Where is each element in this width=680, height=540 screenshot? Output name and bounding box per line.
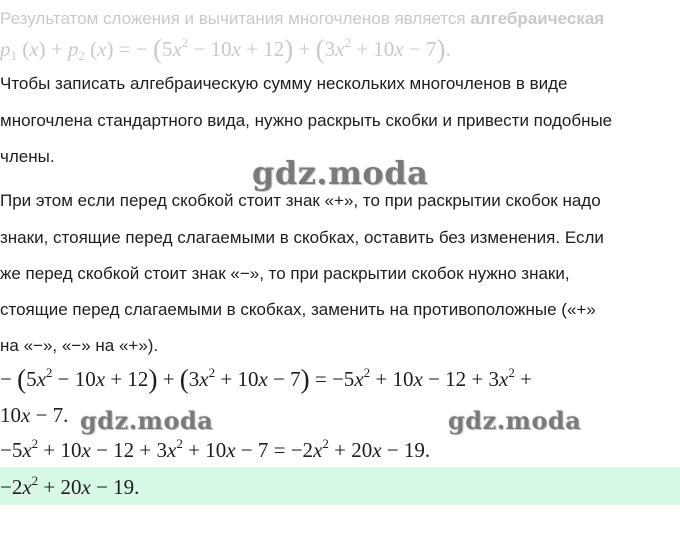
intro-line <box>0 8 604 30</box>
para2-line4: стоящие перед слагаемыми в скобках, заменить на противоположные («+» <box>0 300 596 319</box>
para1-line3: члены. <box>0 147 55 166</box>
watermark: gdz.moda <box>448 406 582 435</box>
para2-line3: же перед скобкой стоит знак «−», то при раскрытии скобок нужно знаки, <box>0 264 570 283</box>
formula-definition: $p_1$ $(x) + p_2$ (x) = − $(5x^2 - 10x + 12) + (3x^2 + 10x - 7)$. <box>0 34 451 64</box>
para1-line1: Чтобы записать алгебраическую сумму нескольких многочленов в виде <box>0 74 568 93</box>
para2-line2: знаки, стоящие перед слагаемыми в скобках, оставить без изменения. Если <box>0 228 604 247</box>
answer-formula: $-2x^2 + 20x - 19$. <box>0 473 140 499</box>
formula-expand-line1: − $(5x^2 - 10x + 12) + (3x^2 + 10x - 7) = -5x^2 + 10x - 12 + 3x^2$ + <box>0 364 532 394</box>
intro-text: Результатом сложения и вычитания многочленов является <box>0 9 471 28</box>
watermark: gdz.moda <box>252 154 429 192</box>
watermark: gdz.moda <box>80 406 214 435</box>
formula-expand-line2: 10x − 7. <box>0 403 69 427</box>
para2-line5: на «−», «−» на «+»). <box>0 336 159 355</box>
para1-line2: многочлена стандартного вида, нужно раскрыть скобки и привести подобные <box>0 111 613 130</box>
formula-simplify: $-5x^2 + 10x - 12 + 3x^2 + 10x - 7 = -2x^2 + 20x - 19$. <box>0 436 431 462</box>
para2-line1: При этом если перед скобкой стоит знак «+», то при раскрытии скобок надо <box>0 191 601 210</box>
intro-bold: алгебраическая <box>470 9 605 28</box>
